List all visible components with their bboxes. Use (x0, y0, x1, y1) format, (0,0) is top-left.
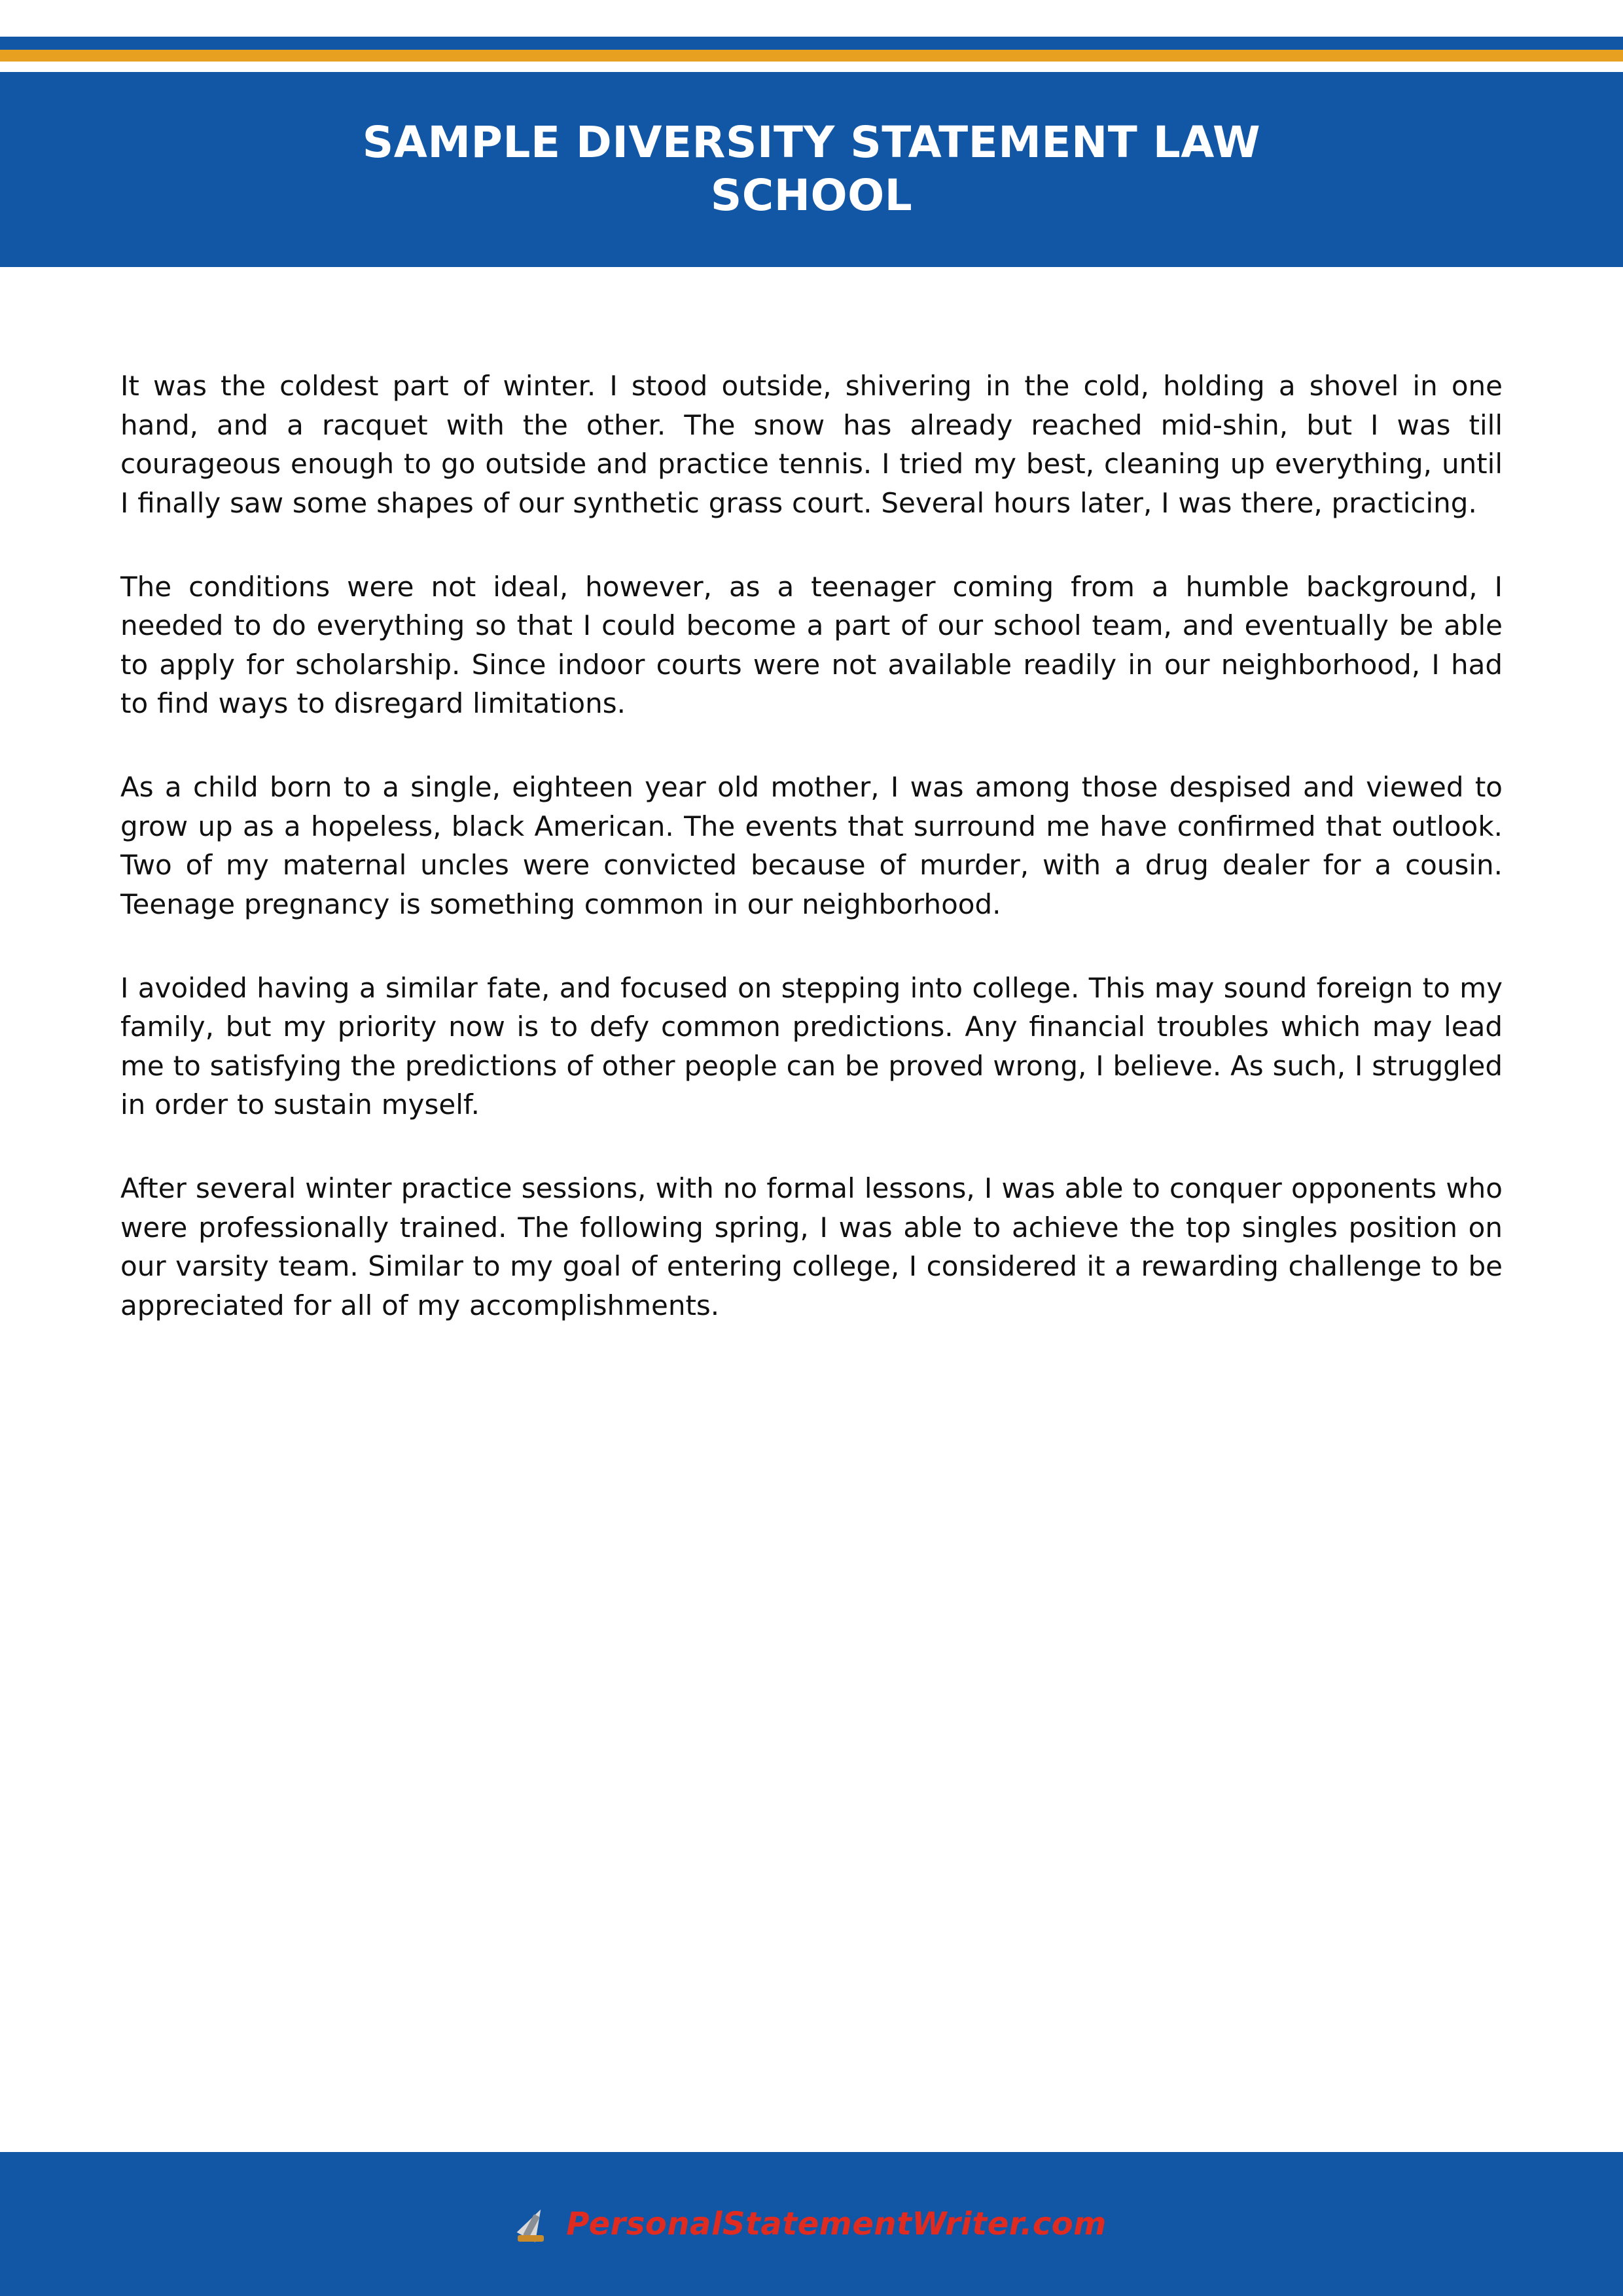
body-paragraph: It was the coldest part of winter. I stood outside, shivering in the cold, holding a shovel in one hand, and a racquet with the other. The snow has already reached mid-shin, but I was till courageous enough to go outside and practice tennis. I tried my best, cleaning up everything, until I finally saw some shapes of our synthetic grass court. Several hours later, I was there, practicing. (120, 370, 1503, 519)
body-paragraph: I avoided having a similar fate, and focused on stepping into college. This may sound foreign to my family, but my priority now is to defy common predictions. Any financial troubles which may lead me to satisfying the predictions of other people can be proved wrong, I believe. As such, I struggled in order to sustain myself. (120, 971, 1503, 1121)
fountain-pen-icon (516, 2204, 557, 2244)
footer-branding (516, 2204, 1107, 2244)
body-paragraph: The conditions were not ideal, however, as a teenager coming from a humble background, I needed to do everything so that I could become a part of our school team, and eventually be able to apply for scholarship. Since indoor courts were not available readily in our neighborhood, I had to find ways to disregard limitations. (120, 570, 1503, 720)
document-header-band (0, 72, 1623, 267)
document-body (120, 367, 1503, 1325)
footer-brand-text: PersonalStatementWriter.com (566, 2206, 1107, 2242)
document-footer-band (0, 2152, 1623, 2296)
page-title: SAMPLE DIVERSITY STATEMENT LAW SCHOOL (362, 117, 1261, 221)
body-paragraph: As a child born to a single, eighteen year old mother, I was among those despised and viewed to grow up as a hopeless, black American. The events that surround me have confirmed that outlook. Two of my maternal uncles were convicted because of murder, with a drug dealer for a cousin. Teenage pregnancy is something common in our neighborhood. (120, 771, 1503, 920)
body-paragraph: After several winter practice sessions, with no formal lessons, I was able to conquer opponents who were professionally trained. The following spring, I was able to achieve the top singles position on our varsity team. Similar to my goal of entering college, I considered it a rewarding challenge to be appreciated for all of my accomplishments. (120, 1172, 1503, 1321)
top-accent-strip-blue (0, 37, 1623, 50)
top-accent-strip-gold (0, 50, 1623, 62)
